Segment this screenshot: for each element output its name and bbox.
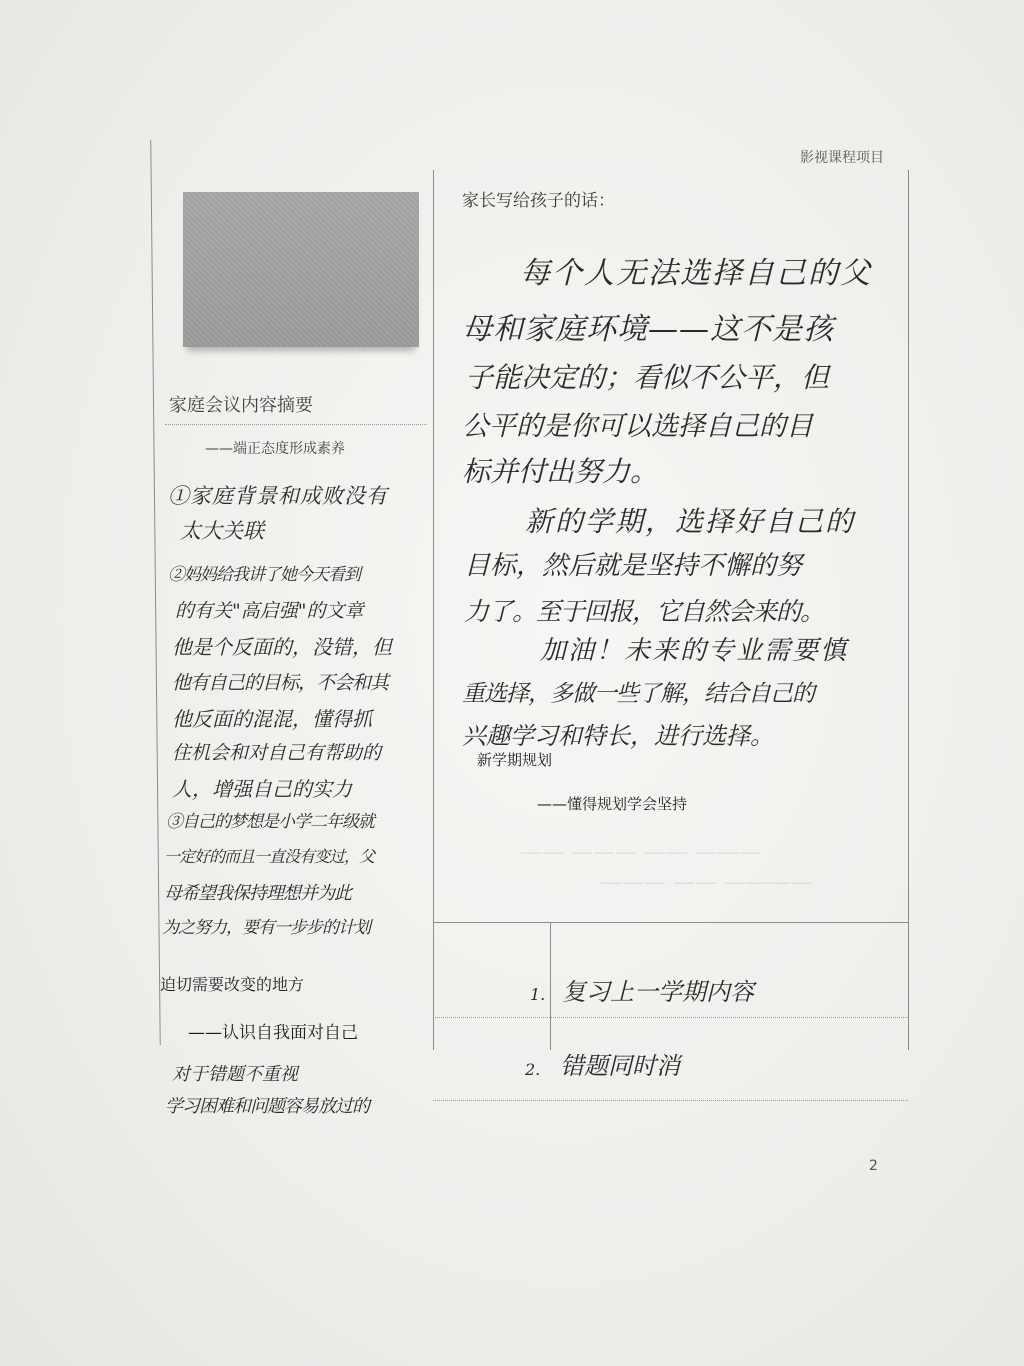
- bleed-through-text: —— ——— —— ———: [520, 840, 761, 865]
- header-project-title: 影视课程项目: [800, 150, 884, 166]
- change-title: 迫切需要改变的地方: [160, 975, 305, 994]
- plan-subtitle: ——懂得规划学会坚持: [537, 795, 688, 813]
- parent-line: 力了。至于回报，它自然会来的。: [464, 597, 825, 626]
- parent-line: 每个人无法选择自己的父: [520, 256, 872, 291]
- summary-title: 家庭会议内容摘要: [169, 395, 313, 416]
- plan-column-divider: [550, 922, 551, 1050]
- change-subtitle: ——认识自我面对自己: [188, 1023, 358, 1043]
- right-border: [908, 170, 909, 1050]
- parent-line: 重选择，多做一些了解，结合自己的: [462, 681, 814, 707]
- parent-line: 标并付出努力。: [462, 455, 659, 488]
- summary-line: 住机会和对自己有帮助的: [172, 742, 382, 764]
- change-line: 对于错题不重视: [172, 1064, 298, 1085]
- summary-line: ①家庭背景和成败没有: [168, 484, 388, 508]
- summary-line: ②妈妈给我讲了她今天看到: [168, 565, 360, 585]
- plan-item-number: 1.: [530, 985, 546, 1004]
- page-number: 2: [869, 1158, 878, 1174]
- plan-item-text: 复习上一学期内容: [562, 978, 754, 1006]
- plan-item-text: 错题同时消: [560, 1052, 680, 1080]
- parent-line: 目标，然后就是坚持不懈的努: [464, 551, 803, 581]
- middle-divider: [433, 170, 434, 1050]
- summary-line: 母希望我保持理想并为此: [164, 883, 351, 904]
- summary-dotted-rule: [165, 424, 427, 425]
- summary-line: 为之努力，要有一步步的计划: [162, 918, 370, 938]
- summary-line: 的有关"高启强"的文章: [175, 600, 364, 622]
- summary-line: 人，增强自己的实力: [172, 777, 352, 801]
- blurred-photo: [183, 192, 419, 347]
- parent-line: 子能决定的；看似不公平，但: [465, 361, 830, 394]
- plan-item-number: 2.: [525, 1060, 541, 1079]
- parent-letter-title: 家长写给孩子的话：: [462, 191, 615, 211]
- parent-line: 母和家庭环境——这不是孩: [462, 312, 834, 347]
- change-line: 学习困难和问题容易放过的: [165, 1096, 369, 1117]
- left-border: [150, 140, 160, 1045]
- summary-line: 他反面的混混，懂得抓: [172, 707, 372, 731]
- plan-dotted-rule-1: [433, 1017, 908, 1018]
- summary-line: 太大关联: [180, 519, 264, 543]
- plan-title: 新学期规划: [477, 751, 553, 769]
- summary-line: 一定好的而且一直没有变过，父: [164, 847, 375, 866]
- summary-line: 他有自己的目标，不会和其: [172, 672, 389, 694]
- parent-line: 新的学期，选择好自己的: [525, 505, 856, 538]
- parent-line: 公平的是你可以选择自己的目: [462, 411, 813, 442]
- right-separator: [433, 922, 908, 923]
- summary-subtitle: ——端正态度形成素养: [205, 441, 345, 457]
- bleed-through-text: ——— —— ————: [600, 870, 812, 895]
- summary-line: ③自己的梦想是小学二年级就: [166, 812, 374, 832]
- parent-line: 加油！未来的专业需要慎: [540, 636, 849, 666]
- summary-line: 他是个反面的，没错，但: [172, 635, 392, 659]
- parent-line: 兴趣学习和特长，进行选择。: [462, 722, 774, 750]
- plan-dotted-rule-2: [433, 1100, 908, 1101]
